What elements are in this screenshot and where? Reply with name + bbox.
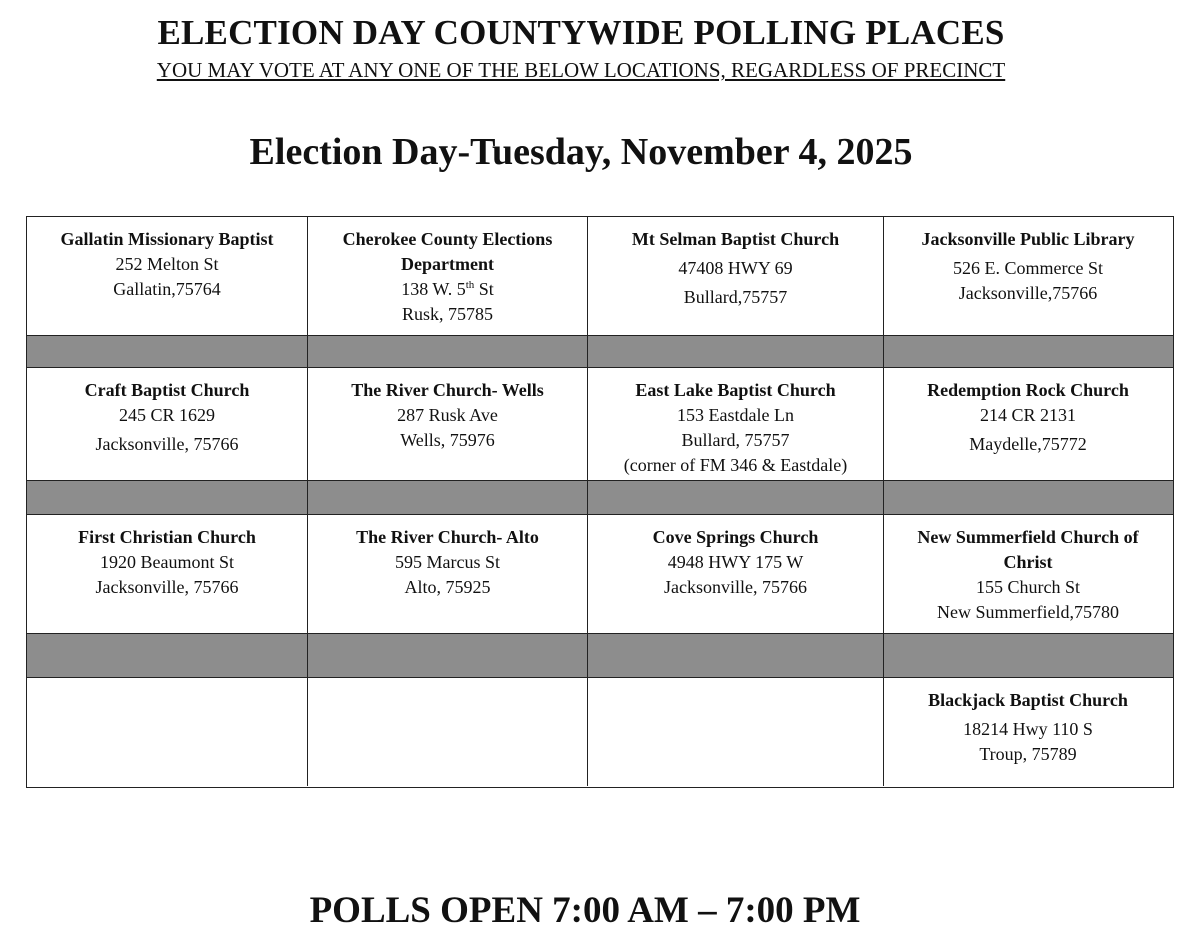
location-address: 153 Eastdale Ln <box>677 405 794 425</box>
location-name: New Summerfield Church of Christ <box>917 527 1139 572</box>
location-cell <box>884 368 1172 480</box>
location-cell <box>27 217 308 335</box>
location-cell <box>308 368 588 480</box>
location-name: Cherokee County Elections Department <box>342 229 553 274</box>
location-cell <box>27 515 308 633</box>
empty-cell <box>308 678 588 786</box>
location-name: The River Church- Alto <box>356 527 539 547</box>
location-name: Mt Selman Baptist Church <box>631 229 840 249</box>
location-name: Craft Baptist Church <box>84 380 250 400</box>
table-row <box>27 217 1173 336</box>
location-cell <box>588 368 884 480</box>
location-city: Maydelle,75772 <box>969 434 1087 454</box>
location-address: 4948 HWY 175 W <box>667 552 804 572</box>
location-address: 138 W. 5th St <box>401 279 494 299</box>
location-address: 245 CR 1629 <box>118 405 215 425</box>
location-address: 526 E. Commerce St <box>953 258 1103 278</box>
location-address: 252 Melton St <box>115 254 219 274</box>
table-row <box>27 368 1173 481</box>
location-address: 155 Church St <box>975 577 1080 597</box>
location-name: Cove Springs Church <box>652 527 819 547</box>
location-address: 595 Marcus St <box>395 552 500 572</box>
page-subtitle: YOU MAY VOTE AT ANY ONE OF THE BELOW LOCATIONS, REGARDLESS OF PRECINCT <box>156 58 1006 82</box>
location-address: 47408 HWY 69 <box>678 258 793 278</box>
location-city: Jacksonville, 75766 <box>664 577 807 597</box>
location-name: Redemption Rock Church <box>927 380 1129 400</box>
location-name: Gallatin Missionary Baptist <box>60 229 274 249</box>
location-city: Jacksonville, 75766 <box>95 577 239 597</box>
location-name: Jacksonville Public Library <box>921 229 1135 249</box>
location-city: Rusk, 75785 <box>401 304 493 324</box>
location-city: Jacksonville, 75766 <box>95 434 239 454</box>
location-city: Alto, 75925 <box>404 577 491 597</box>
polling-hours: POLLS OPEN 7:00 AM – 7:00 PM <box>309 890 861 931</box>
table-row <box>27 678 1173 786</box>
location-city: Bullard, 75757 <box>681 430 790 450</box>
location-city: Bullard,75757 <box>683 287 788 307</box>
empty-cell <box>588 678 884 786</box>
location-cell <box>308 217 588 335</box>
location-city: New Summerfield,75780 <box>937 602 1119 622</box>
location-note: (corner of FM 346 & Eastdale) <box>623 455 848 475</box>
location-address: 287 Rusk Ave <box>397 405 498 425</box>
location-city: Jacksonville,75766 <box>958 283 1098 303</box>
location-city: Wells, 75976 <box>400 430 495 450</box>
location-name: The River Church- Wells <box>351 380 544 400</box>
location-city: Gallatin,75764 <box>113 279 221 299</box>
location-cell <box>27 368 308 480</box>
location-cell <box>884 515 1172 633</box>
location-cell <box>588 515 884 633</box>
location-cell <box>588 217 884 335</box>
location-cell <box>884 217 1172 335</box>
location-name: First Christian Church <box>78 527 256 547</box>
table-divider <box>27 336 1173 368</box>
location-address: 214 CR 2131 <box>979 405 1076 425</box>
location-address: 18214 Hwy 110 S <box>963 719 1093 739</box>
empty-cell <box>27 678 308 786</box>
location-name: Blackjack Baptist Church <box>928 690 1128 710</box>
location-cell <box>884 678 1172 786</box>
page-title: ELECTION DAY COUNTYWIDE POLLING PLACES <box>157 13 1005 52</box>
location-city: Troup, 75789 <box>979 744 1077 764</box>
table-divider <box>27 481 1173 515</box>
polling-places-table <box>26 216 1174 788</box>
location-cell <box>308 515 588 633</box>
location-name: East Lake Baptist Church <box>635 380 836 400</box>
location-address: 1920 Beaumont St <box>100 552 234 572</box>
table-divider <box>27 634 1173 678</box>
election-date: Election Day-Tuesday, November 4, 2025 <box>249 131 913 173</box>
table-row <box>27 515 1173 634</box>
